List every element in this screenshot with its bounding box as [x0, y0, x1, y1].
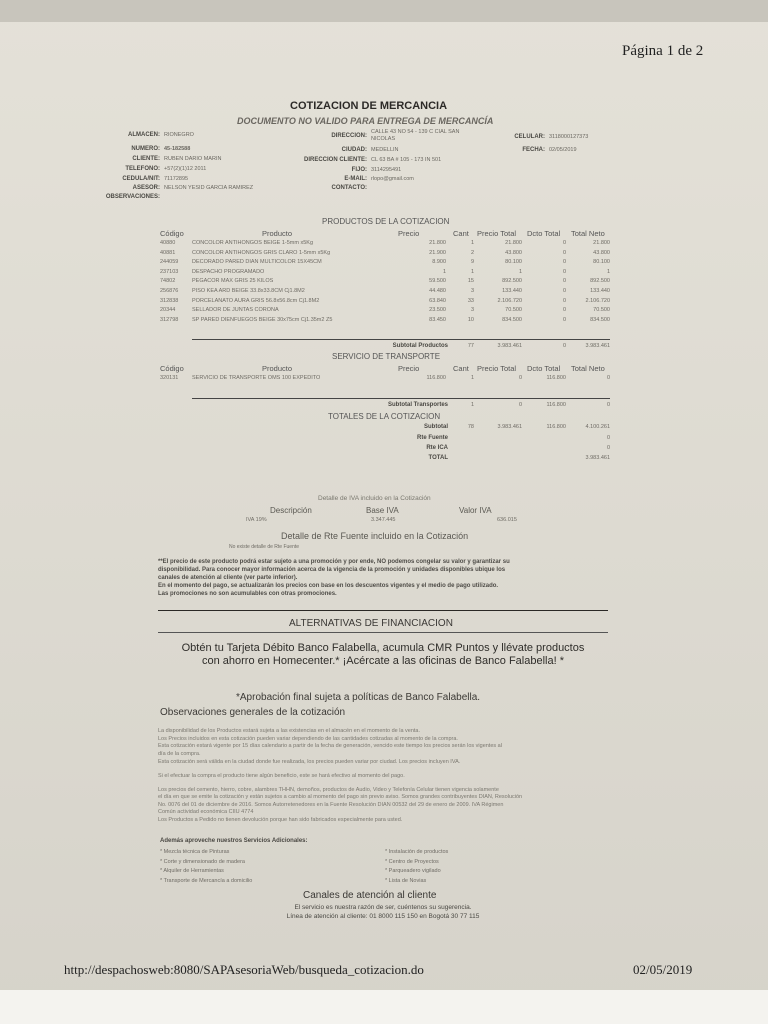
observaciones-label: OBSERVACIONES:: [105, 194, 160, 200]
product-row-code: 40880: [160, 240, 176, 246]
transport-row-qty: 1: [470, 375, 474, 381]
observations-title: Observaciones generales de la cotización: [160, 707, 346, 718]
telefono-value: +57(2)(1)12 2011: [164, 166, 207, 172]
transport-row-price: 116.800: [426, 375, 446, 381]
rte-ica-value: 0: [606, 445, 610, 451]
financing-approval: *Aprobación final sujeta a políticas de Banco Falabella.: [236, 692, 481, 703]
condition-line: Los precios del cemento, hierro, cobre, alambres THHN, demoños, productos de Audio, Video y Telefonía Celular tienen vigencia solamente: [158, 786, 499, 793]
cliente-value: RUBEN DARIO MARIN: [164, 156, 222, 162]
product-row-product: CONCOLOR ANTIHONGOS BEIGE 1-5mm x5Kg: [192, 240, 314, 246]
rte-fuente-label: Rte Fuente: [416, 435, 448, 441]
fijo-value: 3114295491: [371, 167, 402, 173]
transport-subtotal-net: 0: [606, 402, 610, 408]
products-header-net: Total Neto: [571, 229, 605, 238]
product-row-net: 834.500: [590, 316, 610, 323]
transport-header-total-price: Precio Total: [477, 364, 517, 373]
product-row-code: 312798: [160, 316, 179, 323]
transport-row-total-price: 0: [518, 375, 522, 381]
product-row-total-price: 21.800: [505, 240, 522, 246]
products-header-discount: Dcto Total: [527, 229, 561, 238]
financing-bottom-rule: [158, 632, 608, 633]
numero-value: 45-182588: [164, 146, 191, 152]
product-row-total-price: 834.500: [502, 316, 522, 323]
contacto-label: CONTACTO:: [331, 185, 367, 191]
service-item: * Mezcla técnica de Pinturas: [160, 849, 230, 855]
totals-section-title: TOTALES DE LA COTIZACION: [328, 412, 441, 421]
products-subtotal-qty: 77: [467, 343, 474, 349]
products-subtotal-rule: [192, 339, 610, 340]
asesor-label: ASESOR:: [132, 185, 160, 191]
product-row-code: 20344: [160, 307, 176, 314]
product-row-net: 892.500: [590, 278, 610, 285]
product-row-product: PEGACOR MAX GRIS 25 KILOS: [192, 278, 274, 285]
fijo-label: FIJO:: [351, 167, 367, 173]
product-row-price: 23.500: [429, 307, 446, 314]
product-row-code: 40881: [160, 249, 176, 256]
product-row-code: 256876: [160, 288, 179, 294]
iva-row-description: IVA 19%: [246, 517, 267, 523]
product-row-total-price: 133.440: [502, 288, 522, 294]
transport-row-product: SERVICIO DE TRANSPORTE OMS 100 EXPEDITO: [192, 375, 321, 381]
general-conditions: [158, 728, 522, 825]
note-line: disponibilidad. Para conocer mayor información acerca de la vigencia de la promoción y unidades disponibles ubique los: [158, 567, 506, 573]
note-line: canales de atención al cliente (ver parte inferior).: [158, 575, 298, 581]
product-row-discount: 0: [562, 249, 566, 256]
product-row-code: 312838: [160, 297, 179, 304]
iva-row-base: 3.347.445: [371, 517, 396, 523]
cedula-value: 71172895: [164, 176, 189, 182]
products-header-price: Precio: [398, 229, 420, 238]
product-row-product: CONCOLOR ANTIHONGOS GRIS CLARO 1-5mm x5Kg: [192, 249, 331, 256]
scan-top-edge: [0, 0, 768, 22]
condition-line: Esta cotización estará vigente por 15 días calendario a partir de la fecha de generación, vencido este tiempo los precios serán los vigentes al: [158, 743, 502, 750]
product-row-product: SP PARED DIENFUEGOS BEIGE 30x75cm Cj1.35m2 Z5: [192, 316, 333, 323]
product-row-qty: 1: [470, 268, 474, 275]
transport-subtotal-label: Subtotal Transportes: [387, 402, 448, 408]
transport-row-discount: 116.800: [546, 375, 566, 381]
celular-value: 3118000127373: [549, 134, 589, 140]
almacen-label: ALMACEN:: [128, 132, 160, 138]
condition-line: Los Precios incluidos en esta cotización pueden variar dependiendo de las cantidades cotizadas al momento de la compra.: [158, 735, 458, 742]
footer-date: 02/05/2019: [633, 962, 693, 977]
product-row-qty: 33: [467, 297, 474, 304]
condition-line: Común actividad económica CIIU 4774: [158, 809, 254, 816]
condition-line: La disponibilidad de los Productos estará sujeta a las existencias en el almacén en el momento de la venta.: [158, 728, 421, 734]
note-line: En el momento del pago, se actualizarán los precios con base en los descuentos vigentes y el medio de pago utilizado.: [158, 583, 499, 589]
product-row-net: 21.800: [593, 240, 610, 246]
product-row-net: 133.440: [590, 288, 610, 294]
products-header-total-price: Precio Total: [477, 229, 517, 238]
service-item: * Parqueadero vigilado: [385, 868, 441, 874]
products-subtotal-net: 3.983.461: [585, 343, 610, 349]
channels-line-2: Línea de atención al cliente: 01 8000 115 150 en Bogotá 30 77 115: [286, 913, 480, 920]
product-row-total-price: 70.500: [505, 307, 522, 314]
page-number: Página 1 de 2: [622, 43, 704, 59]
iva-row-value: 636.015: [497, 517, 517, 523]
product-row-net: 70.500: [593, 307, 610, 314]
product-row-discount: 0: [562, 316, 566, 323]
product-row-qty: 9: [470, 259, 474, 266]
numero-label: NUMERO:: [131, 146, 160, 152]
note-line: Las promociones no son acumulables con otras promociones.: [158, 591, 337, 597]
asesor-value: NELSON YESID GARCIA RAMIREZ: [164, 185, 254, 191]
totals-subtotal-price: 3.983.461: [497, 424, 522, 430]
product-row-product: SELLADOR DE JUNTAS CORONA: [192, 307, 279, 314]
product-row-net: 1: [606, 268, 610, 275]
product-row-price: 1: [442, 268, 446, 275]
product-row-qty: 10: [467, 316, 474, 323]
product-row-product: PORCELANATO AURA GRIS 56.8x56.8cm Cj1.8M2: [192, 297, 320, 304]
service-item: * Lista de Novias: [385, 877, 427, 884]
channels-line-1: El servicio es nuestra razón de ser, cuéntenos su sugerencia.: [294, 904, 472, 911]
condition-line: el día en que se emite la cotización y están sujetos a cambio al momento del pago sin previo aviso. Somos grandes contribuyentes DIAN, Resolución: [158, 794, 523, 801]
transport-header-qty: Cant: [453, 364, 469, 373]
iva-header-value: Valor IVA: [459, 506, 492, 515]
transport-subtotal-discount: 116.800: [546, 402, 566, 408]
product-row-code: 74802: [160, 278, 176, 285]
direccion-cliente-label: DIRECCION CLIENTE:: [304, 157, 367, 163]
ciudad-value: MEDELLIN: [371, 147, 399, 153]
products-header-qty: Cant: [453, 229, 469, 238]
document-title: COTIZACION DE MERCANCIA: [290, 100, 448, 112]
financing-title: ALTERNATIVAS DE FINANCIACION: [289, 618, 453, 629]
services-right-list: [385, 848, 448, 886]
ciudad-label: CIUDAD:: [341, 147, 367, 153]
financing-line-1: Obtén tu Tarjeta Débito Banco Falabella, acumula CMR Puntos y llévate productos: [181, 642, 585, 654]
condition-line: Los Productos a Pedido no tienen devolución porque han sido fabricados especialmente para usted.: [158, 816, 403, 823]
financing-line-2: con ahorro en Homecenter.* ¡Acércate a las oficinas de Banco Falabella! *: [202, 655, 564, 667]
financing-top-rule: [158, 610, 608, 611]
rte-ica-label: Rte ICA: [426, 445, 448, 451]
product-row-net: 2.106.720: [585, 297, 610, 304]
products-header-code: Código: [160, 229, 184, 238]
telefono-label: TELEFONO:: [125, 166, 160, 172]
services-left-list: [160, 848, 252, 886]
product-row-total-price: 43.800: [505, 249, 522, 256]
product-row-net: 80.100: [593, 259, 610, 266]
service-item: * Alquiler de Herramientas: [160, 868, 224, 874]
services-title: Además aproveche nuestros Servicios Adicionales:: [160, 838, 308, 844]
iva-title: Detalle de IVA incluido en la Cotización: [318, 495, 431, 502]
transport-subtotal-rule: [192, 398, 610, 399]
service-item: * Corte y dimensionado de madera: [160, 858, 245, 865]
product-row-net: 43.800: [593, 249, 610, 256]
products-header-product: Producto: [262, 229, 293, 238]
condition-line: Esta cotización será válida en la ciudad donde fue realizada, los precios pueden variar por ciudad. Los precios incluyen IVA.: [158, 759, 461, 766]
products-subtotal-price: 3.983.461: [497, 343, 522, 349]
product-row-discount: 0: [562, 297, 566, 304]
products-subtotal-discount: 0: [562, 343, 566, 349]
rte-fuente-value: 0: [606, 435, 610, 441]
product-row-total-price: 2.106.720: [497, 297, 522, 304]
product-row-code: 244059: [160, 259, 179, 266]
totals-subtotal-net: 4.100.261: [585, 424, 610, 430]
product-row-code: 237103: [160, 268, 179, 275]
transport-section-title: SERVICIO DE TRANSPORTE: [332, 352, 441, 361]
fecha-label: FECHA:: [522, 147, 545, 153]
scan-bottom-edge: [0, 990, 768, 1024]
product-row-price: 8.900: [432, 259, 446, 266]
transport-row-code: 320131: [160, 375, 179, 381]
document-subtitle: DOCUMENTO NO VALIDO PARA ENTREGA DE MERCANCÍA: [237, 116, 494, 126]
products-subtotal-label: Subtotal Productos: [392, 343, 448, 349]
iva-header-base: Base IVA: [366, 506, 399, 515]
cedula-label: CEDULA/NIT:: [122, 176, 160, 182]
service-item: * Transporte de Mercancía a domicilio: [160, 877, 253, 884]
almacen-value: RIONEGRO: [164, 132, 194, 138]
product-row-price: 63.840: [429, 297, 446, 304]
footer-url: http://despachosweb:8080/SAPAsesoriaWeb/busqueda_cotizacion.do: [64, 962, 424, 977]
fecha-value: 02/05/2019: [549, 147, 577, 153]
product-row-total-price: 892.500: [502, 278, 522, 285]
service-item: * Instalación de productos: [385, 849, 449, 855]
product-row-price: 83.450: [429, 316, 446, 323]
product-row-price: 21.900: [429, 249, 446, 256]
product-row-price: 44.480: [429, 288, 446, 294]
service-item: * Centro de Proyectos: [385, 858, 439, 865]
product-row-discount: 0: [562, 307, 566, 314]
celular-label: CELULAR:: [514, 134, 545, 140]
product-row-total-price: 1: [518, 268, 522, 275]
transport-header-price: Precio: [398, 364, 420, 373]
transport-row-net: 0: [606, 375, 610, 381]
product-row-product: DESPACHO PROGRAMADO: [192, 268, 265, 275]
email-label: E-MAIL:: [344, 176, 367, 182]
product-row-price: 59.500: [429, 278, 446, 285]
rte-empty: No existe detalle de Rte Fuente: [229, 544, 300, 550]
transport-header-discount: Dcto Total: [527, 364, 561, 373]
transport-header-net: Total Neto: [571, 364, 605, 373]
products-section-title: PRODUCTOS DE LA COTIZACION: [322, 217, 450, 226]
transport-header-code: Código: [160, 364, 184, 373]
product-row-qty: 15: [467, 278, 474, 285]
note-line: **El precio de este producto podrá estar sujeto a una promoción y por ende, NO podemos congelar su valor y garantizar su: [158, 559, 510, 565]
product-row-qty: 3: [470, 288, 474, 294]
product-row-product: PISO KEA ARD BEIGE 33.8x33.8CM Cj1.8M2: [192, 288, 305, 294]
product-row-discount: 0: [562, 259, 566, 266]
product-row-qty: 2: [470, 249, 474, 256]
cliente-label: CLIENTE:: [132, 156, 160, 162]
direccion-value: CALLE 43 NO 54 - 139 C CIAL SAN NICOLAS: [371, 129, 460, 142]
product-row-discount: 0: [562, 240, 566, 246]
condition-line: día de la compra.: [158, 750, 201, 757]
totals-subtotal-label: Subtotal: [424, 424, 448, 430]
email-value: rlopo@gmail.com: [371, 176, 414, 182]
product-row-product: DECORADO PARED DIAN MULTICOLOR 15X45CM: [192, 259, 322, 266]
promo-notes: [158, 558, 510, 598]
transport-subtotal-price: 0: [518, 402, 522, 408]
product-row-qty: 1: [470, 240, 474, 246]
product-row-price: 21.800: [429, 240, 446, 246]
totals-subtotal-discount: 116.800: [546, 424, 566, 430]
iva-header-description: Descripción: [270, 506, 312, 515]
total-label: TOTAL: [428, 455, 448, 461]
channels-title: Canales de atención al cliente: [303, 890, 437, 901]
totals-subtotal-qty: 78: [467, 424, 474, 430]
product-row-total-price: 80.100: [505, 259, 522, 266]
direccion-cliente-value: CL 63 BA # 105 - 173 IN 501: [371, 157, 442, 163]
product-row-qty: 3: [470, 307, 474, 314]
transport-header-product: Producto: [262, 364, 293, 373]
total-value: 3.983.461: [585, 455, 610, 461]
condition-line: Si el efectuar la compra el producto tiene algún beneficio, este se hará efectivo al momento del pago.: [158, 772, 405, 779]
product-row-discount: 0: [562, 288, 566, 294]
product-row-discount: 0: [562, 268, 566, 275]
direccion-label: DIRECCION:: [331, 133, 367, 139]
transport-subtotal-qty: 1: [470, 402, 474, 408]
product-row-discount: 0: [562, 278, 566, 285]
condition-line: No. 0076 del 01 de diciembre de 2016. Somos Autorretenedores en la Fuente Resolución DIAN 00532 del 29 de enero de 2009. IVA Régimen: [158, 801, 504, 808]
rte-title: Detalle de Rte Fuente incluido en la Cotización: [281, 531, 469, 541]
